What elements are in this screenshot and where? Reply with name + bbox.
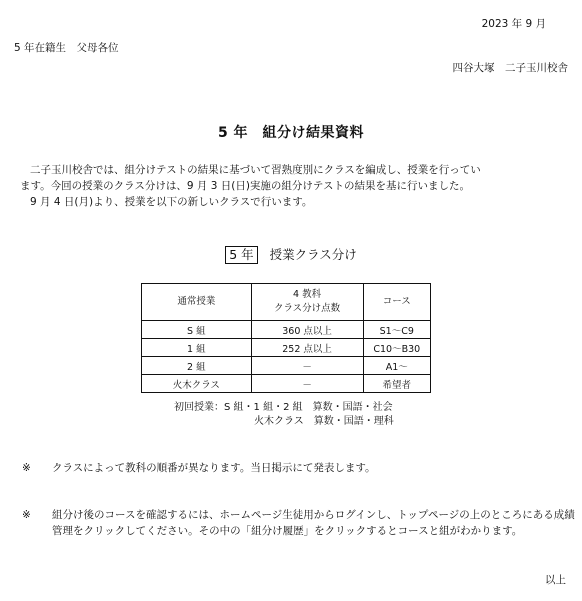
table-cell: C10～B30 bbox=[363, 339, 430, 357]
table-row bbox=[142, 339, 431, 357]
subjects-line-2: 火木クラス 算数・国語・理科 bbox=[254, 416, 394, 427]
table-header-row bbox=[142, 284, 431, 321]
table-header-score-line2: クラス分け点数 bbox=[273, 303, 341, 314]
intro-line-2: ます。今回の授業のクラス分けは、9 月 3 日(日)実施の組分けテストの結果を基に行いました。 bbox=[20, 180, 470, 192]
table-header-course: コース bbox=[363, 284, 430, 321]
intro-line-3: 9 月 4 日(月)より、授業を以下の新しいクラスで行います。 bbox=[30, 196, 313, 208]
table-cell: S 組 bbox=[142, 321, 252, 339]
note-subject-order bbox=[22, 460, 550, 476]
intro-line-1: 二子玉川校舎では、組分けテストの結果に基づいて習熟度別にクラスを編成し、授業を行ってい bbox=[30, 164, 481, 176]
table-cell: 火木クラス bbox=[142, 375, 252, 393]
first-class-subjects bbox=[174, 401, 394, 429]
table-row bbox=[142, 357, 431, 375]
sender: 四谷大塚 二子玉川校舎 bbox=[452, 62, 568, 74]
table-header-score-line1: 4 教科 bbox=[293, 289, 322, 300]
class-table bbox=[141, 283, 431, 393]
grade-box: 5 年 bbox=[225, 246, 257, 264]
intro-paragraph bbox=[20, 162, 572, 210]
document-date: 2023 年 9 月 bbox=[481, 18, 546, 30]
table-cell: － bbox=[251, 357, 363, 375]
table-cell: 252 点以上 bbox=[251, 339, 363, 357]
table-row bbox=[142, 375, 431, 393]
document-title: 5 年 組分け結果資料 bbox=[217, 125, 365, 141]
table-cell: 希望者 bbox=[363, 375, 430, 393]
note-text: クラスによって教科の順番が異なります。当日掲示にて発表します。 bbox=[52, 462, 376, 474]
section-heading bbox=[0, 245, 582, 264]
note-text: 組分け後のコースを確認するには、ホームページ生徒用からログインし、トップページの上のところにある成績管理をクリックしてください。その中の「組分け履歴」をクリックするとコースと組がわかります。 bbox=[52, 509, 575, 537]
table-header-score bbox=[251, 284, 363, 321]
table-cell: － bbox=[251, 375, 363, 393]
section-heading-text: 授業クラス分け bbox=[269, 247, 357, 262]
table-cell: 360 点以上 bbox=[251, 321, 363, 339]
note-mark: ※ bbox=[22, 509, 31, 521]
table-cell: A1～ bbox=[363, 357, 430, 375]
addressee: 5 年在籍生 父母各位 bbox=[14, 42, 119, 54]
note-mark: ※ bbox=[22, 462, 31, 474]
closing: 以上 bbox=[545, 574, 566, 586]
note-course-check bbox=[22, 507, 575, 539]
table-row bbox=[142, 321, 431, 339]
table-cell: S1～C9 bbox=[363, 321, 430, 339]
table-header-class: 通常授業 bbox=[142, 284, 252, 321]
table-cell: 2 組 bbox=[142, 357, 252, 375]
table-cell: 1 組 bbox=[142, 339, 252, 357]
subjects-line-1: 初回授業：S 組・1 組・2 組 算数・国語・社会 bbox=[174, 402, 393, 413]
